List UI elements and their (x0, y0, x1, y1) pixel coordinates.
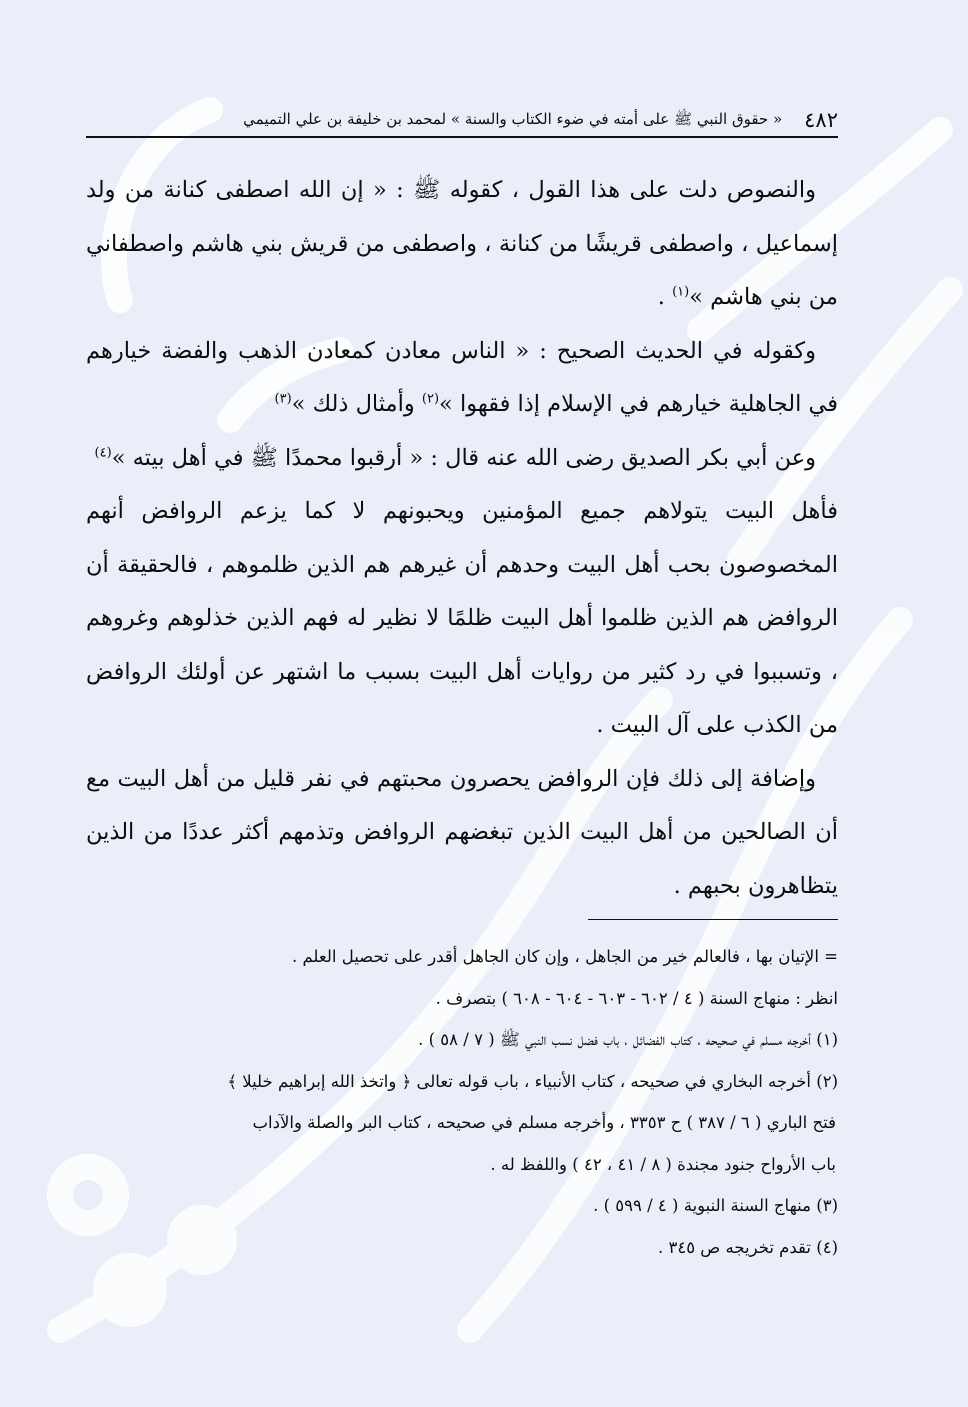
running-title: « حقوق النبي ﷺ على أمته في ضوء الكتاب والسنة » لمحمد بن خليفة بن علي التميمي (243, 110, 783, 128)
book-page (86, 96, 838, 1268)
paragraph-3-text: وعن أبي بكر الصديق رضى الله عنه قال : « أرقبوا محمدًا ﷺ في أهل بيته » (111, 444, 816, 471)
footnote-continuation-2: انظر : منهاج السنة ( ٤ / ٦٠٢ - ٦٠٣ - ٦٠٤ - ٦٠٨ ) بتصرف . (435, 988, 838, 1008)
footnote-2-line-1: (٢) أخرجه البخاري في صحيحه ، كتاب الأنبياء ، باب قوله تعالى ﴿ واتخذ الله إبراهيم خليلا ﴾ (227, 1071, 838, 1091)
footnote-3: (٣) منهاج السنة النبوية ( ٤ / ٥٩٩ ) . (593, 1196, 838, 1215)
footnote-ref-2: (٢) (421, 391, 440, 407)
paragraph-1-text: والنصوص دلت على هذا القول ، كقوله ﷺ : « إن الله اصطفى كنانة من ولد إسماعيل ، واصطفى قريشًا من كنانة ، واصطفى من قريش بني هاشم واصطفاني من بني هاشم » (86, 177, 838, 310)
paragraph-1-end: . (657, 284, 673, 310)
paragraph-5: وإضافة إلى ذلك فإن الروافض يحصرون محبتهم في نفر قليل من أهل البيت مع أن الصالحين من أهل البيت الذين تبغضهم الروافض وتذمهم أكثر عددًا من الذين يتظاهرون بحبهم . (86, 765, 838, 899)
paragraph-4: فأهل البيت يتولاهم جميع المؤمنين ويحبونهم لا كما يزعم الروافض أنهم المخصوصون بحب أهل البيت وحدهم أن غيرهم هم الذين ظلموهم ، فالحقيقة أن الروافض هم الذين ظلموا أهل البيت ظلمًا لا نظير له فهم الذين خذلوهم وغروهم ، وتسببوا في رد كثير من روايات أهل البيت بسبب ما اشتهر عن أولئك الروافض من الكذب على آل البيت . (86, 498, 838, 738)
header-rule (86, 136, 838, 138)
footnote-2-line-3: باب الأرواح جنود مجندة ( ٨ / ٤١ ، ٤٢ ) واللفظ له . (490, 1154, 836, 1174)
paragraph-2-text: وكقوله في الحديث الصحيح : « الناس معادن كمعادن الذهب والفضة خيارهم في الجاهلية خيارهم في الإسلام إذا فقهوا » (86, 337, 838, 417)
paragraph-1 (86, 164, 838, 325)
footnote-ref-1: (١) (672, 284, 690, 300)
paragraph-2 (86, 325, 838, 432)
main-text (86, 164, 838, 913)
footnote-rule (588, 919, 838, 920)
page-header (86, 96, 838, 132)
page-number: ٤٨٢ (804, 108, 838, 132)
footnote-ref-4: (٤) (94, 445, 112, 460)
footnote-4: (٤) تقدم تخريجه ص ٣٤٥ . (657, 1237, 838, 1257)
paragraph-2-mid: وأمثال ذلك » (291, 391, 422, 417)
footnote-ref-3: (٣) (274, 391, 292, 407)
paragraph-3 (86, 432, 838, 486)
footnote-continuation-1: = الإتيان بها ، فالعالم خير من الجاهل ، وإن كان الجاهل أقدر على تحصيل العلم . (291, 947, 838, 966)
footnote-2-line-2: فتح الباري ( ٦ / ٣٨٧ ) ح ٣٣٥٣ ، وأخرجه مسلم في صحيحه ، كتاب البر والصلة والآداب (252, 1113, 836, 1132)
footnotes (86, 936, 838, 1268)
footnote-1: (١) أخرجه مسلم في صحيحه ، كتاب الفضائل ، باب فضل نسب النبي ﷺ ( ٧ / ٥٨ ) . (418, 1030, 838, 1049)
